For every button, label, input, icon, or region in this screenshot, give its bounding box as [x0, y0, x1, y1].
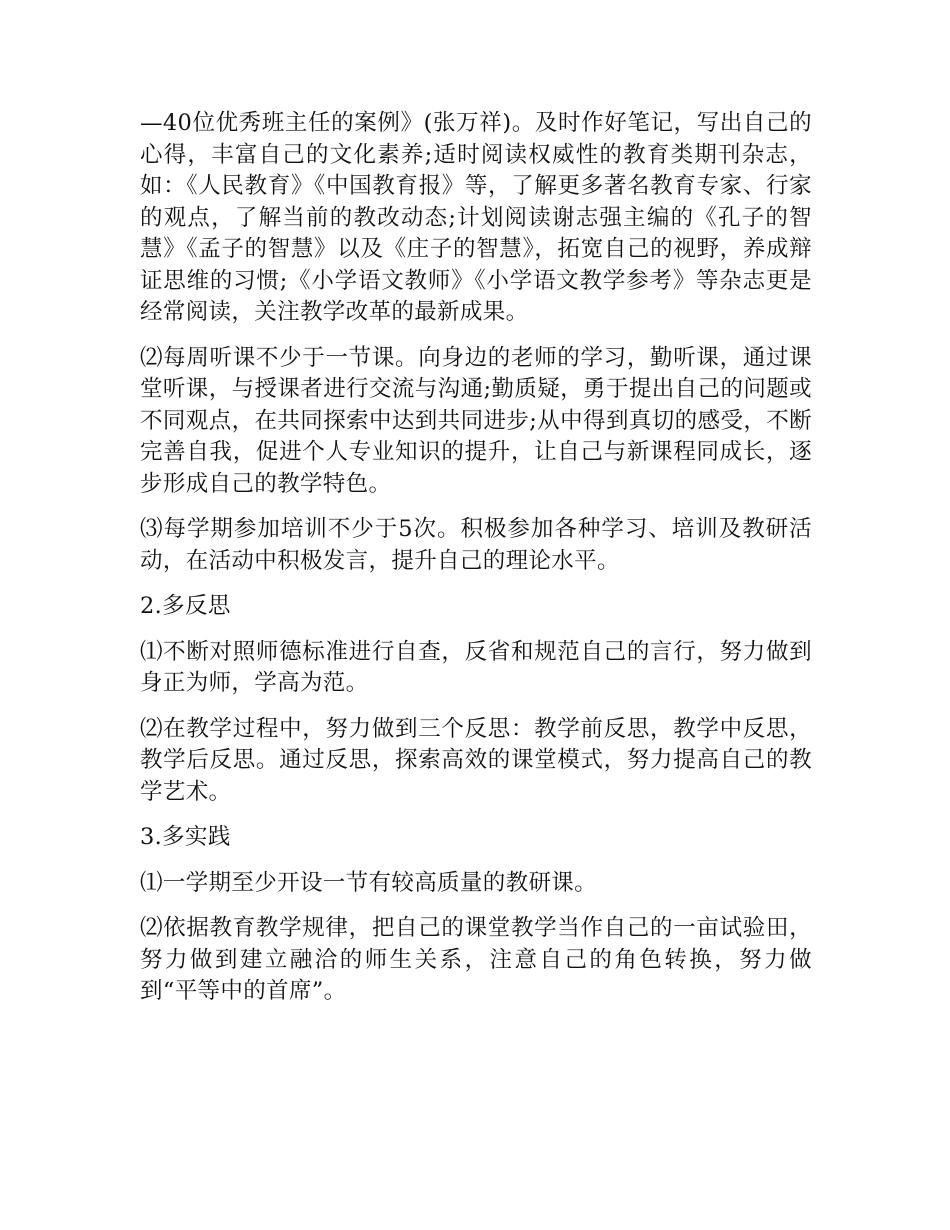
paragraph-training: ⑶每学期参加培训不少于5次。积极参加各种学习、培训及教研活动，在活动中积极发言，提升自己的理论水平。: [140, 516, 812, 574]
paragraph-lesson-observation: ⑵每周听课不少于一节课。向身边的老师的学习，勤听课，通过课堂听课，与授课者进行交流与沟通;勤质疑，勇于提出自己的问题或不同观点，在共同探索中达到共同进步;从中得到真切的感受，不断完善自我，促进个人专业知识的提升，让自己与新课程同成长，逐步形成自己的教学特色。: [140, 344, 812, 497]
section-heading-practice: 3.多实践: [140, 824, 231, 850]
paragraph-research-lesson: ⑴一学期至少开设一节有较高质量的教研课。: [140, 869, 598, 896]
section-heading-reflection: 2.多反思: [140, 593, 231, 619]
paragraph-teaching-reflection: ⑵在教学过程中，努力做到三个反思：教学前反思，教学中反思，教学后反思。通过反思，探索高效的课堂模式，努力提高自己的教学艺术。: [140, 715, 812, 805]
paragraph-classroom-experiment: ⑵依据教育教学规律，把自己的课堂教学当作自己的一亩试验田，努力做到建立融洽的师生关系，注意自己的角色转换，努力做到“平等中的首席”。: [140, 915, 812, 1004]
paragraph-reading-plan: —40位优秀班主任的案例》(张万祥)。及时作好笔记，写出自己的心得，丰富自己的文化素养;适时阅读权威性的教育类期刊杂志，如：《人民教育》《中国教育报》等，了解更多著名教育专家、行家的观点，了解当前的教改动态;计划阅读谢志强主编的《孔子的智慧》《孟子的智慧》以及《庄子的智慧》，拓宽自己的视野，养成辩证思维的习惯;《小学语文教师》《小学语文教学参考》等杂志更是经常阅读，关注教学改革的最新成果。: [140, 110, 812, 325]
paragraph-self-check: ⑴不断对照师德标准进行自查，反省和规范自己的言行，努力做到身正为师，学高为范。: [140, 638, 812, 696]
document-body: [140, 108, 812, 1022]
